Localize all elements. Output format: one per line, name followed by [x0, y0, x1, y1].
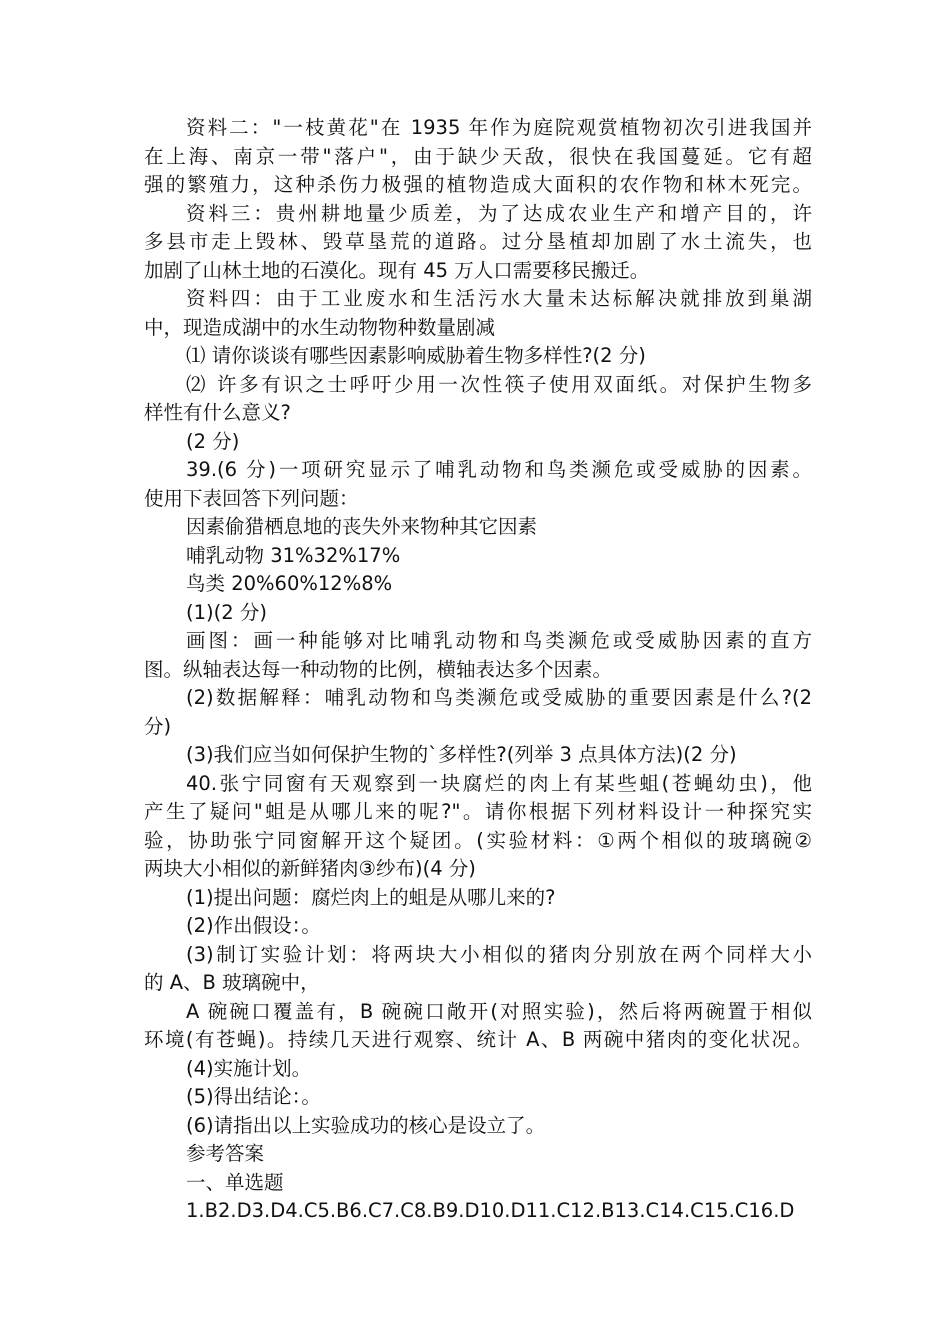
- text-line: (3)制订实验计划：将两块大小相似的猪肉分别放在两个同样大小: [186, 942, 812, 966]
- text-line: 40.张宁同窗有天观察到一块腐烂的肉上有某些蛆(苍蝇幼虫)，他: [186, 771, 812, 795]
- text-line: 资料二："一枝黄花"在 1935 年作为庭院观赏植物初次引进我国并: [186, 116, 812, 139]
- text-line: 分): [144, 714, 172, 738]
- text-line: 39.(6 分)一项研究显示了哺乳动物和鸟类濒危或受威胁的因素。: [186, 458, 812, 481]
- text-line: 强的繁殖力，这种杀伤力极强的植物造成大面积的农作物和林木死完。: [144, 173, 812, 196]
- text-line: 的 A、B 玻璃碗中，: [144, 971, 320, 994]
- text-line: (4)实施计划。: [186, 1056, 312, 1080]
- text-line: 因素偷猎栖息地的丧失外来物种其它因素: [186, 515, 538, 538]
- text-line: 参考答案: [186, 1142, 265, 1165]
- text-line: (2 分): [186, 429, 240, 453]
- text-line: 在上海、南京一带"落户"，由于缺少天敌，很快在我国蔓延。它有超: [144, 144, 812, 168]
- text-line: (3)我们应当如何保护生物的`多样性?(列举 3 点具体方法)(2 分): [186, 743, 737, 766]
- text-line: (2)作出假设：。: [186, 914, 321, 937]
- text-line: 1.B2.D3.D4.C5.B6.C7.C8.B9.D10.D11.C12.B13.C14.C15.C16.D: [186, 1199, 795, 1222]
- text-line: (1)提出问题：腐烂肉上的蛆是从哪儿来的?: [186, 885, 556, 909]
- text-line: ⑴ 请你谈谈有哪些因素影响威胁着生物多样性?(2 分): [186, 344, 646, 367]
- text-line: 资料四：由于工业废水和生活污水大量未达标解决就排放到巢湖: [186, 287, 812, 310]
- text-line: 资料三：贵州耕地量少质差，为了达成农业生产和增产目的，许: [186, 201, 812, 225]
- text-line: (2)数据解释：哺乳动物和鸟类濒危或受威胁的重要因素是什么?(2: [186, 686, 812, 709]
- text-line: 使用下表回答下列问题：: [144, 486, 359, 510]
- text-line: 中，现造成湖中的水生动物物种数量剧减: [144, 315, 496, 339]
- text-line: 产生了疑问"蛆是从哪儿来的呢?"。请你根据下列材料设计一种探究实: [144, 800, 812, 823]
- text-line: 哺乳动物 31%32%17%: [186, 543, 401, 567]
- text-line: 一、单选题: [186, 1170, 284, 1194]
- document-body: [144, 114, 812, 1226]
- text-line: 鸟类 20%60%12%8%: [186, 572, 393, 595]
- text-line: (1)(2 分): [186, 600, 267, 624]
- text-line: 画图：画一种能够对比哺乳动物和鸟类濒危或受威胁因素的直方: [186, 629, 812, 652]
- text-line: (6)请指出以上实验成功的核心是设立了。: [186, 1113, 546, 1137]
- text-line: 样性有什么意义?: [144, 401, 291, 424]
- text-line: 环境(有苍蝇)。持续几天进行观察、统计 A、B 两碗中猪肉的变化状况。: [144, 1028, 812, 1051]
- text-line: (5)得出结论：。: [186, 1085, 321, 1108]
- text-line: ⑵ 许多有识之士呼吁少用一次性筷子使用双面纸。对保护生物多: [186, 372, 812, 396]
- text-line: 图。纵轴表达每一种动物的比例，横轴表达多个因素。: [144, 657, 613, 681]
- text-line: 两块大小相似的新鲜猪肉③纱布)(4 分): [144, 857, 476, 880]
- text-line: 多县市走上毁林、毁草垦荒的道路。过分垦植却加剧了水土流失，也: [144, 230, 812, 253]
- text-line: 验，协助张宁同窗解开这个疑团。(实验材料：①两个相似的玻璃碗②: [144, 828, 812, 852]
- text-line: A 碗碗口覆盖有，B 碗碗口敞开(对照实验)，然后将两碗置于相似: [186, 999, 812, 1023]
- text-line: 加剧了山林土地的石漠化。现有 45 万人口需要移民搬迁。: [144, 258, 650, 282]
